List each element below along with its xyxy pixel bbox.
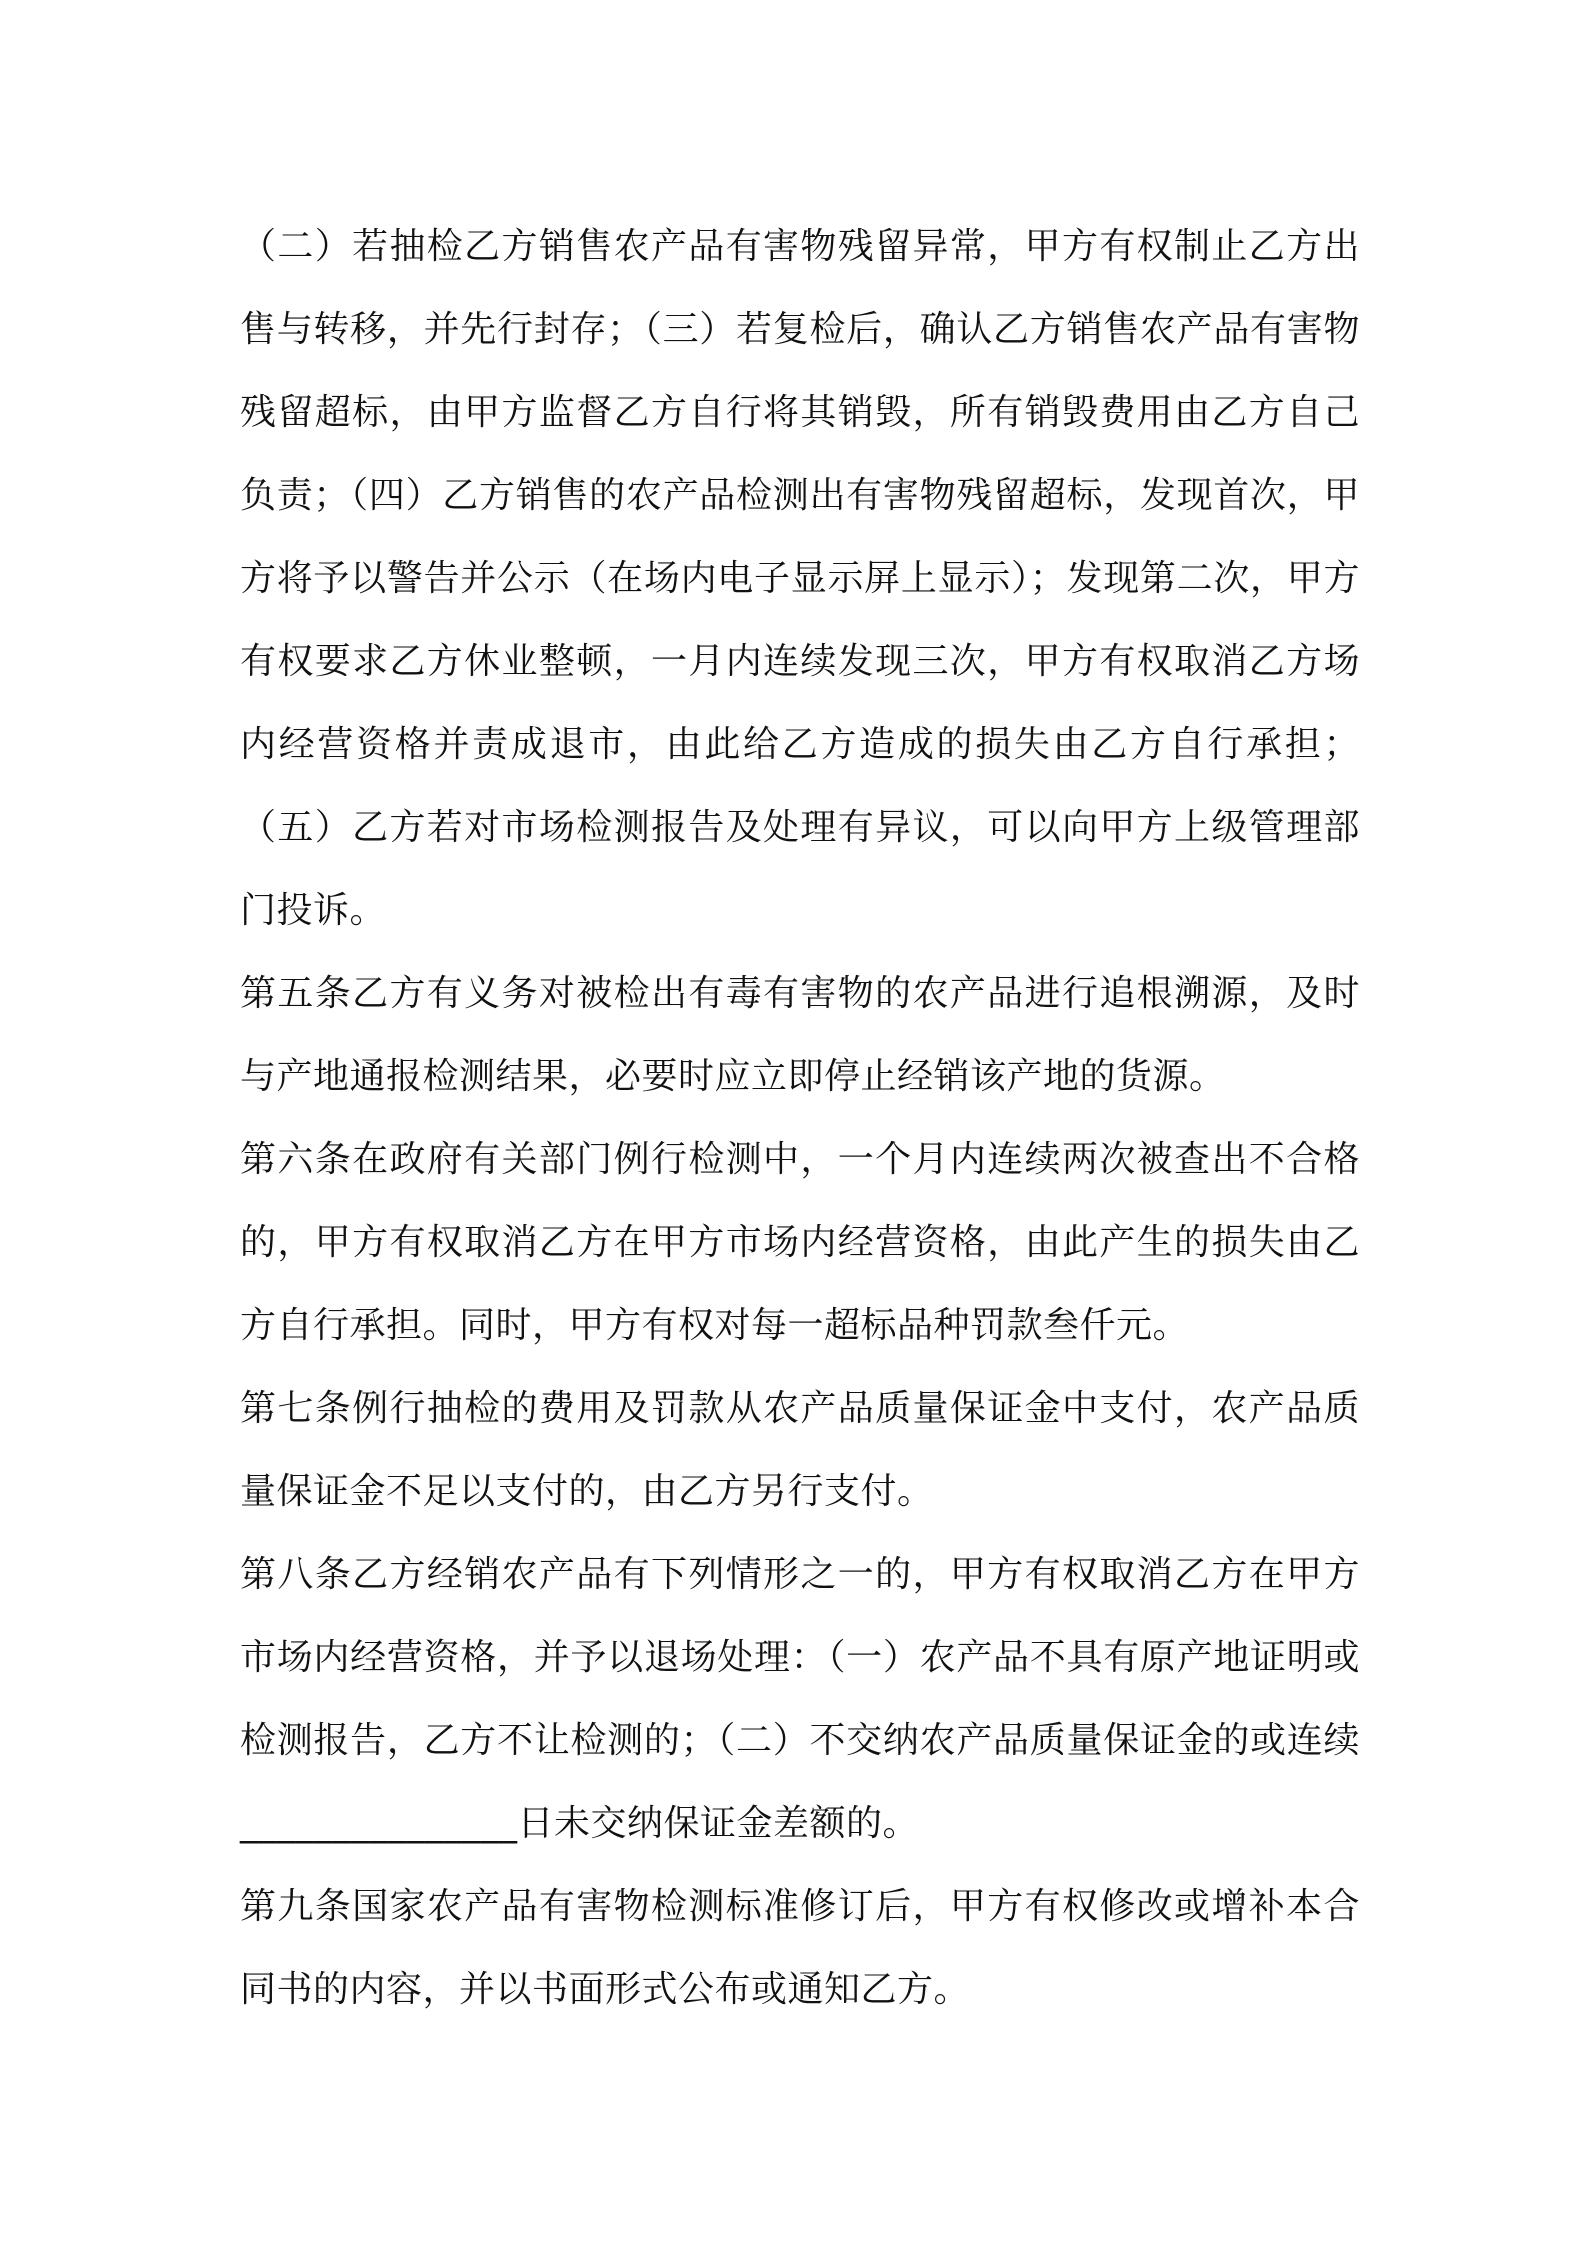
clause-paragraph-article-8: 第八条乙方经销农产品有下列情形之一的，甲方有权取消乙方在甲方市场内经营资格，并予以退场处理：（一）农产品不具有原产地证明或检测报告，乙方不让检测的；（二）不交纳农产品质量保证金的或连续_______________日未交纳保证金差额的。 — [240, 1554, 1360, 1844]
clause-paragraph-inspection-handling: （二）若抽检乙方销售农产品有害物残留异常，甲方有权制止乙方出售与转移，并先行封存；（三）若复检后，确认乙方销售农产品有害物残留超标，由甲方监督乙方自行将其销毁，所有销毁费用由乙方自己负责；（四）乙方销售的农产品检测出有害物残留超标，发现首次，甲方将予以警告并公示（在场内电子显示屏上显示）；发现第二次，甲方有权要求乙方休业整顿，一月内连续发现三次，甲方有权取消乙方场内经营资格并责成退市，由此给乙方造成的损失由乙方自行承担；（五）乙方若对市场检测报告及处理有异议，可以向甲方上级管理部门投诉。 — [240, 226, 1360, 931]
clause-paragraph-article-7: 第七条例行抽检的费用及罚款从农产品质量保证金中支付，农产品质量保证金不足以支付的，由乙方另行支付。 — [240, 1388, 1360, 1512]
clause-paragraph-article-9: 第九条国家农产品有害物检测标准修订后，甲方有权修改或增补本合同书的内容，并以书面形式公布或通知乙方。 — [240, 1886, 1360, 2010]
clause-paragraph-article-5: 第五条乙方有义务对被检出有毒有害物的农产品进行追根溯源，及时与产地通报检测结果，必要时应立即停止经销该产地的货源。 — [240, 973, 1360, 1097]
clause-paragraph-article-6: 第六条在政府有关部门例行检测中，一个月内连续两次被查出不合格的，甲方有权取消乙方在甲方市场内经营资格，由此产生的损失由乙方自行承担。同时，甲方有权对每一超标品种罚款叁仟元。 — [240, 1139, 1360, 1346]
document-body — [240, 205, 1360, 2031]
